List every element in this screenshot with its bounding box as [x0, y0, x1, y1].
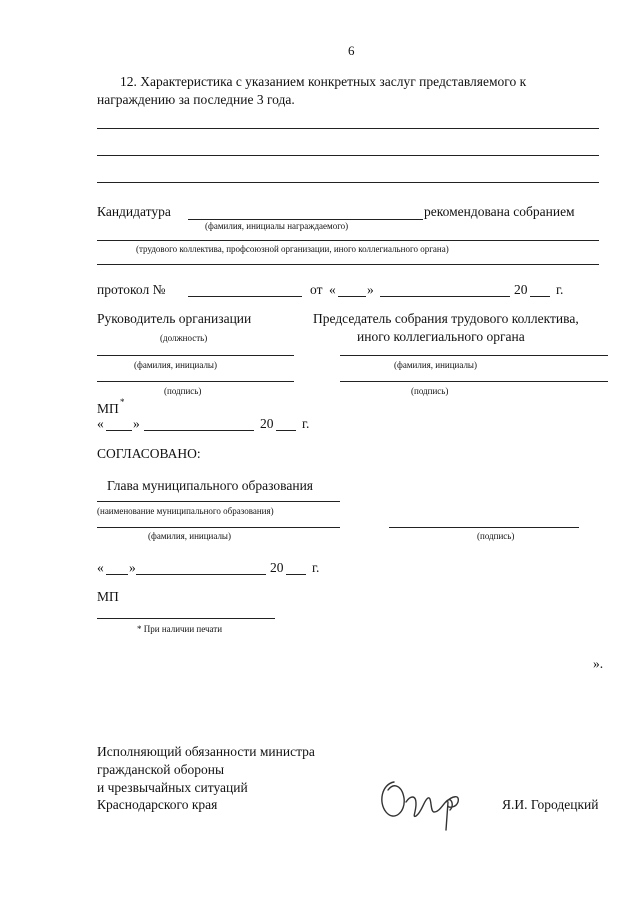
footnote-text: * При наличии печати — [137, 624, 223, 634]
protocol-quote-close: » — [367, 282, 374, 297]
chair-name-hint: (фамилия, инициалы) — [394, 360, 477, 370]
stamp1-year: 20 — [260, 416, 274, 431]
municipal-head-name-line — [97, 527, 340, 528]
agreed-title: СОГЛАСОВАНО: — [97, 446, 201, 461]
org-line-2 — [97, 264, 599, 265]
municipality-hint: (наименование муниципального образования) — [97, 506, 274, 516]
handwritten-signature — [372, 772, 468, 834]
stamp1-day-line — [106, 430, 132, 431]
signatory-line2: гражданской обороны — [97, 762, 225, 777]
chair-title-line1: Председатель собрания трудового коллектива, — [313, 311, 579, 326]
candidacy-label: Кандидатура — [97, 204, 171, 219]
characteristic-line-1 — [97, 128, 599, 129]
mp-label-1: МП — [97, 401, 119, 416]
protocol-number-line — [188, 296, 302, 297]
stamp1-quote-close: » — [133, 416, 140, 431]
item12-line2: награждению за последние 3 года. — [97, 92, 295, 107]
head-org-name-hint: (фамилия, инициалы) — [134, 360, 217, 370]
protocol-day-line — [338, 296, 366, 297]
candidate-name-line — [188, 219, 423, 220]
characteristic-line-3 — [97, 182, 599, 183]
protocol-year-line — [530, 296, 550, 297]
candidate-name-hint: (фамилия, инициалы награждаемого) — [205, 221, 349, 231]
org-hint: (трудового коллектива, профсоюзной организации, иного коллегиального органа) — [136, 244, 449, 254]
stamp2-quote-open: « — [97, 560, 104, 575]
head-org-signature-hint: (подпись) — [164, 386, 202, 396]
municipal-head-signature-hint: (подпись) — [477, 531, 515, 541]
recommended-text: рекомендована собранием — [424, 204, 575, 219]
chair-title-line2: иного коллегиального органа — [357, 329, 525, 344]
item12-line1: 12. Характеристика с указанием конкретных заслуг представляемого к — [120, 74, 527, 89]
stamp1-month-line — [144, 430, 254, 431]
head-org-title: Руководитель организации — [97, 311, 252, 326]
protocol-from: от — [310, 282, 323, 297]
protocol-year-suffix: г. — [556, 282, 564, 297]
protocol-year-prefix: 20 — [514, 282, 528, 297]
municipal-head-signature-line — [389, 527, 579, 528]
stamp2-quote-close: » — [129, 560, 136, 575]
stamp2-day-line — [106, 574, 128, 575]
chair-signature-line — [340, 381, 608, 382]
closing-quote: ». — [593, 656, 604, 671]
stamp2-year-line — [286, 574, 306, 575]
stamp1-quote-open: « — [97, 416, 104, 431]
head-org-position-hint: (должность) — [160, 333, 208, 343]
head-org-name-line — [97, 355, 294, 356]
page-number: 6 — [348, 43, 355, 58]
head-org-signature-line — [97, 381, 294, 382]
chair-name-line — [340, 355, 608, 356]
mp-footnote-star: * — [120, 397, 125, 407]
municipality-line — [97, 501, 340, 502]
signatory-line1: Исполняющий обязанности министра — [97, 744, 315, 759]
characteristic-line-2 — [97, 155, 599, 156]
stamp2-g: г. — [312, 560, 320, 575]
signatory-line4: Краснодарского края — [97, 797, 218, 812]
municipal-head-title: Глава муниципального образования — [107, 478, 314, 493]
protocol-quote-open: « — [329, 282, 336, 297]
stamp2-year: 20 — [270, 560, 284, 575]
signatory-line3: и чрезвычайных ситуаций — [97, 780, 248, 795]
municipal-head-name-hint: (фамилия, инициалы) — [148, 531, 231, 541]
protocol-label: протокол № — [97, 282, 166, 297]
signatory-name: Я.И. Городецкий — [502, 797, 599, 812]
stamp1-g: г. — [302, 416, 310, 431]
footnote-divider — [97, 618, 275, 619]
protocol-month-line — [380, 296, 510, 297]
mp-label-2: МП — [97, 589, 119, 604]
chair-signature-hint: (подпись) — [411, 386, 449, 396]
org-line — [97, 240, 599, 241]
stamp2-month-line — [136, 574, 266, 575]
stamp1-year-line — [276, 430, 296, 431]
